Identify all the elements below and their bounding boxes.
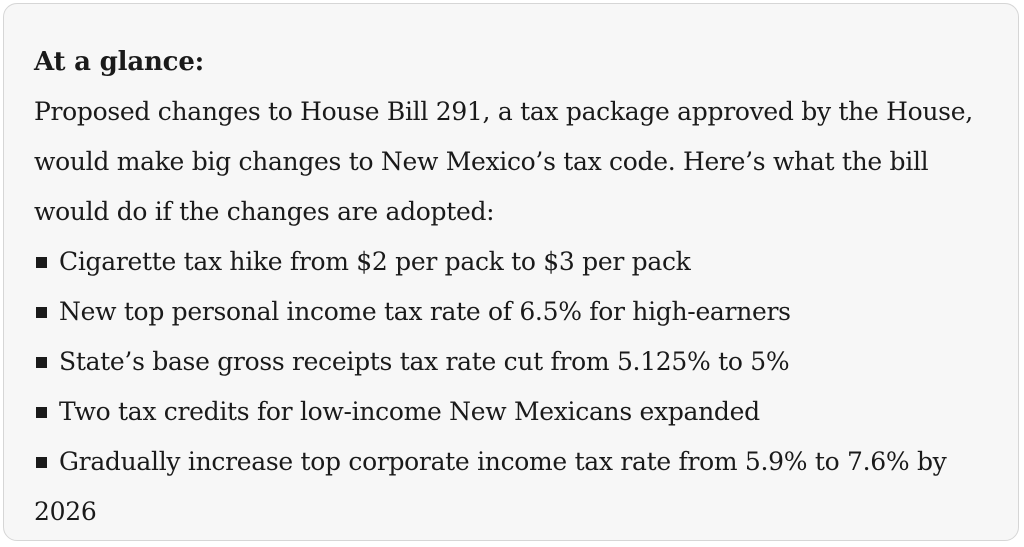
box-heading: At a glance:: [34, 47, 205, 77]
list-item: [34, 437, 988, 537]
list-item: [34, 237, 988, 287]
list-item-text: New top personal income tax rate of 6.5% for high-earners: [59, 297, 791, 326]
list-item: [34, 337, 988, 387]
list-item-text: Gradually increase top corporate income tax rate from 5.9% to 7.6% by 2026: [34, 447, 947, 526]
square-bullet-icon: [36, 407, 47, 418]
list-item: [34, 387, 988, 437]
changes-list: [34, 237, 988, 537]
list-item-text: State’s base gross receipts tax rate cut from 5.125% to 5%: [59, 347, 790, 376]
square-bullet-icon: [36, 257, 47, 268]
list-item-text: Two tax credits for low-income New Mexicans expanded: [59, 397, 760, 426]
list-item: [34, 287, 988, 337]
list-item-text: Cigarette tax hike from $2 per pack to $3 per pack: [59, 247, 691, 276]
square-bullet-icon: [36, 357, 47, 368]
square-bullet-icon: [36, 457, 47, 468]
at-a-glance-box: [3, 3, 1019, 541]
square-bullet-icon: [36, 307, 47, 318]
intro-paragraph: Proposed changes to House Bill 291, a tax package approved by the House, would make big changes to New Mexico’s tax code. Here’s what the bill would do if the changes are adopted:: [34, 97, 973, 226]
